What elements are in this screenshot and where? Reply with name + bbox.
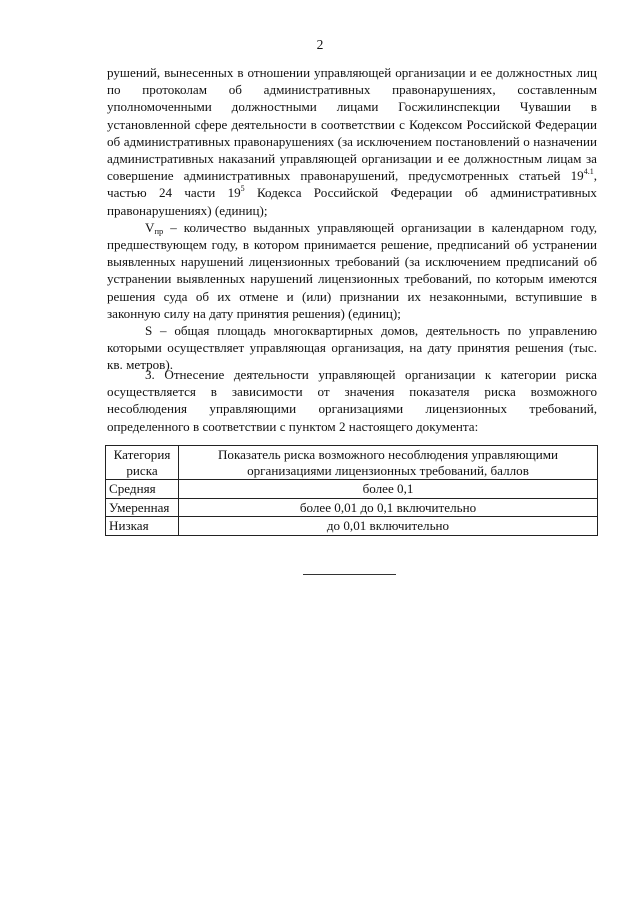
risk-category-table <box>105 445 598 536</box>
table-row <box>106 480 598 499</box>
paragraph-risk-category: 3. Отнесение деятельности управляющей организации к категории риска осуществляется в зависимости от значения показателя риска возможного несоблюдения управляющими организациями лицензионных требований, определенного в соответствии с пунктом 2 настоящего документа: <box>107 367 597 434</box>
cell-category: Умеренная <box>106 498 179 517</box>
cell-value: более 0,1 <box>179 480 598 499</box>
header-risk-indicator: Показатель риска возможного несоблюдения управляющими организациями лицензионных требований, баллов <box>179 446 598 480</box>
end-separator-line <box>303 574 396 575</box>
cell-category: Низкая <box>106 517 179 536</box>
body-text-top <box>107 64 597 374</box>
cell-category: Средняя <box>106 480 179 499</box>
page-number: 2 <box>316 37 324 52</box>
table-row <box>106 517 598 536</box>
vpr-symbol: V <box>145 219 155 235</box>
superscript-part: 5 <box>240 184 245 194</box>
table-row <box>106 498 598 517</box>
paragraph-vpr-definition: $V_{пр}$ – количество выданных управляющей организации в календарном году, предшествующем году, в котором принимается решение, предписаний об устранении выявленных нарушений лицензионных требований (за исключением предписаний об устранении выявленных нарушений лицензионных требований, по которым имеются решения суда об их отмене и (или) признании их незаконными, вступившие в законную силу на дату принятия решения) (единиц); <box>107 219 597 321</box>
body-text-section-3 <box>107 366 597 435</box>
cell-value: более 0,01 до 0,1 включительно <box>179 498 598 517</box>
header-risk-category: Категория риска <box>106 446 179 480</box>
superscript-article: 4.1 <box>583 167 594 177</box>
paragraph-s-definition: S – общая площадь многоквартирных домов, деятельность по управлению которыми осуществляет управляющая организация, на дату принятия решения (тыс. кв. метров). <box>107 323 597 373</box>
paragraph-violations: рушений, вынесенных в отношении управляющей организации и ее должностных лиц по протоколам об административных правонарушениях, составленным уполномоченными должностными лицами Госжилинспекции Чувашии в установленной сфере деятельности в соответствии с Кодексом Российской Федерации об административных правонарушениях (за исключением постановлений о назначении административных наказаний управляющей организации и ее должностным лицам за совершение административных правонарушений, предусмотренных статьей $19^{4.1}$, частью 24 части $19^5$ Кодекса Российской Федерации об административных правонарушениях) (единиц); <box>107 65 597 218</box>
vpr-subscript: пр <box>154 225 164 236</box>
cell-value: до 0,01 включительно <box>179 517 598 536</box>
table-header-row <box>106 446 598 480</box>
